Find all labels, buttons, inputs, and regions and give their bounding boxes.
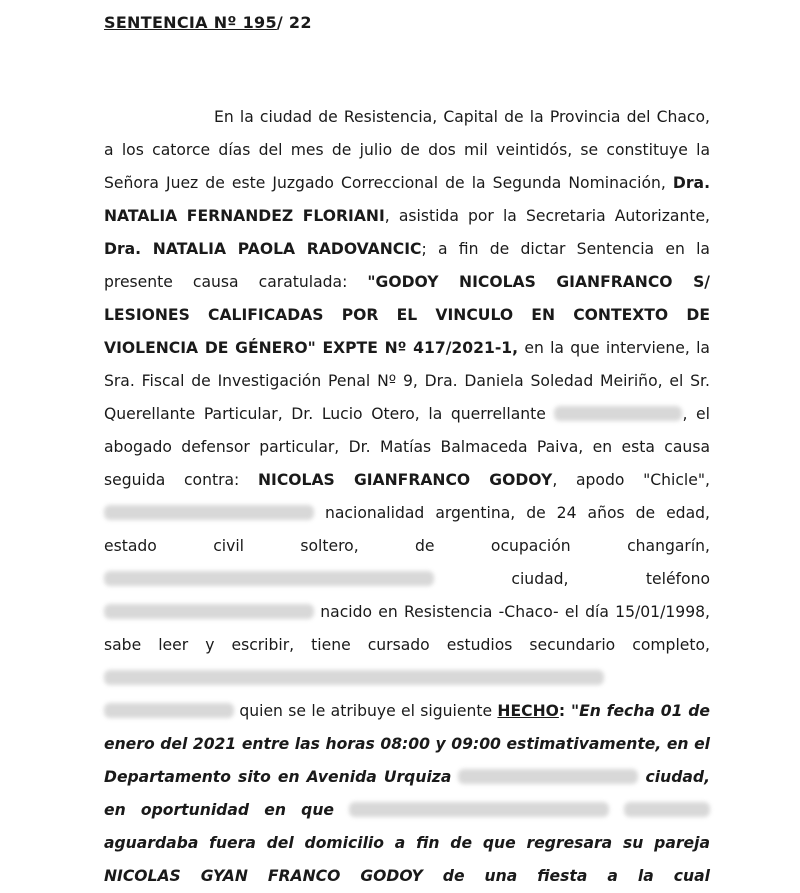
body-text-5: , el abogado defensor particular, Dr. Matías Balmaceda Paiva, en esta causa seguida contra: (104, 405, 710, 489)
body-text-6: , apodo "Chicle", (552, 471, 710, 489)
secretary-name: Dra. NATALIA PAOLA RADOVANCIC (104, 240, 422, 258)
sentence-heading (104, 13, 312, 32)
redacted-address (104, 571, 434, 586)
judge-name: Dra. NATALIA FERNANDEZ FLORIANI (104, 174, 710, 225)
redacted-id (104, 505, 314, 520)
accused-name: NICOLAS GIANFRANCO GODOY (258, 471, 553, 489)
fact-text-1: "En fecha 01 de enero del 2021 entre las horas 08:00 y 09:00 estimativamente, en el Departamento sito en Avenida Urquiza (104, 702, 710, 786)
body-text-4: en la que interviene, la Sra. Fiscal de Investigación Penal Nº 9, Dra. Daniela Soledad Meiriño, el Sr. Querellante Particular, Dr. Lucio Otero, la querrellante (104, 339, 710, 423)
redacted-parents-2 (104, 703, 234, 718)
body-text-8: ciudad, teléfono (434, 570, 710, 588)
redacted-name (554, 406, 682, 421)
hecho-colon: : (558, 702, 571, 720)
hecho-label: HECHO (497, 702, 559, 720)
body-text-9: nacido en Resistencia -Chaco- el día 15/01/1998, sabe leer y escribir, tiene cursado estudios secundario completo, (104, 603, 710, 654)
redacted-parents (104, 670, 604, 685)
sentence-body (104, 101, 710, 893)
body-text-3: ; a fin de dictar Sentencia en la presente causa caratulada: (104, 240, 710, 291)
redacted-victim (349, 802, 609, 817)
redacted-street-number (458, 769, 638, 784)
fact-text-3: aguardaba fuera del domicilio a fin de que regresara su pareja NICOLAS GYAN FRANCO GODOY de una fiesta a la cual (104, 834, 710, 885)
body-text-2: , asistida por la Secretaria Autorizante, (384, 207, 710, 225)
sentence-number: SENTENCIA Nº 195 (104, 13, 277, 32)
body-text-10: quien se le atribuye el siguiente (234, 702, 498, 720)
body-text-7: nacionalidad argentina, de 24 años de edad, estado civil soltero, de ocupación changarín, (104, 504, 710, 555)
body-text-1: En la ciudad de Resistencia, Capital de la Provincia del Chaco, a los catorce días del mes de julio de dos mil veintidós, se constituye la Señora Juez de este Juzgado Correccional de la Segunda Nominación, (104, 108, 710, 192)
case-title: "GODOY NICOLAS GIANFRANCO S/ LESIONES CALIFICADAS POR EL VINCULO EN CONTEXTO DE VIOLENCIA DE GÉNERO" EXPTE Nº 417/2021-1, (104, 273, 710, 357)
redacted-victim-2 (624, 802, 710, 817)
sentence-year: / 22 (276, 13, 312, 32)
redacted-phone (104, 604, 314, 619)
fact-text-2: ciudad, en oportunidad en que (104, 768, 711, 819)
